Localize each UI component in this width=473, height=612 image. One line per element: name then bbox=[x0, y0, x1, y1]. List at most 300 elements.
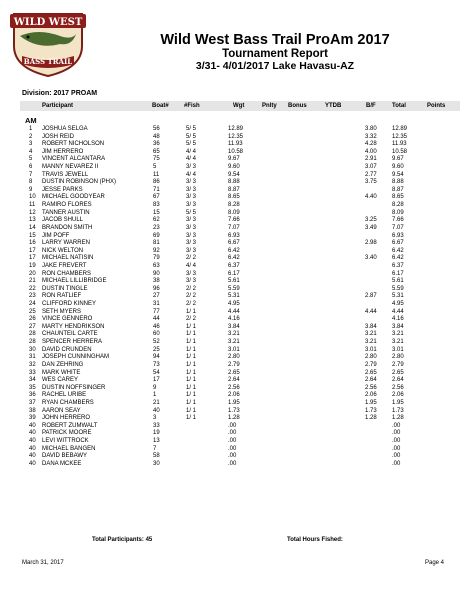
big-fish-cell: 2.06 bbox=[365, 392, 377, 399]
rank-cell: 14 bbox=[29, 224, 36, 231]
boat-cell: 33 bbox=[153, 422, 160, 429]
table-row bbox=[20, 423, 460, 431]
fish-cell: 3/ 3 bbox=[186, 278, 197, 285]
rank-cell: 27 bbox=[29, 323, 36, 330]
boat-cell: 40 bbox=[153, 407, 160, 414]
fish-cell: 2/ 2 bbox=[186, 285, 197, 292]
table-row bbox=[20, 430, 460, 438]
total-cell: 4.16 bbox=[392, 316, 404, 323]
weight-cell: 3.21 bbox=[228, 339, 240, 346]
table-row bbox=[20, 194, 460, 202]
table-row bbox=[20, 134, 460, 142]
col-bf: B/F bbox=[366, 103, 376, 109]
weight-cell: 9.67 bbox=[228, 156, 240, 163]
total-cell: 1.95 bbox=[392, 399, 404, 406]
rank-cell: 35 bbox=[29, 384, 36, 391]
weight-cell: 10.58 bbox=[228, 148, 244, 155]
boat-cell: 27 bbox=[153, 293, 160, 300]
table-row bbox=[20, 362, 460, 370]
rank-cell: 38 bbox=[29, 407, 36, 414]
footer-date: March 31, 2017 bbox=[22, 560, 64, 566]
rank-cell: 28 bbox=[29, 331, 36, 338]
participant-cell: MARK WHITE bbox=[42, 369, 81, 376]
participant-cell: DUSTIN ROBINSON (PHX) bbox=[42, 179, 117, 186]
fish-cell: 4/ 4 bbox=[186, 148, 197, 155]
weight-cell: 3.84 bbox=[228, 323, 240, 330]
report-daterange: 3/31- 4/01/2017 Lake Havasu-AZ bbox=[195, 60, 355, 72]
results-table bbox=[20, 126, 460, 468]
rank-cell: 1 bbox=[29, 126, 33, 132]
total-cell: 6.42 bbox=[392, 247, 404, 254]
boat-cell: 25 bbox=[153, 346, 160, 353]
col-total: Total bbox=[392, 103, 406, 109]
weight-cell: 4.44 bbox=[228, 308, 240, 315]
total-cell: 1.73 bbox=[392, 407, 404, 414]
table-row bbox=[20, 400, 460, 408]
rank-cell: 12 bbox=[29, 209, 36, 216]
participant-cell: VINCE GENNERO bbox=[42, 316, 93, 323]
total-hours-fished: Total Hours Fished: bbox=[287, 537, 343, 543]
table-row bbox=[20, 202, 460, 210]
boat-cell: 38 bbox=[153, 278, 160, 285]
col-bonus: Bonus bbox=[288, 103, 307, 109]
rank-cell: 40 bbox=[29, 430, 36, 437]
fish-cell: 1/ 1 bbox=[186, 346, 197, 353]
big-fish-cell: 3.21 bbox=[365, 339, 377, 346]
big-fish-cell: 2.77 bbox=[365, 171, 377, 178]
boat-cell: 11 bbox=[153, 171, 160, 178]
weight-cell: 8.88 bbox=[228, 179, 240, 186]
table-row bbox=[20, 179, 460, 187]
rank-cell: 37 bbox=[29, 399, 36, 406]
fish-cell: 5/ 5 bbox=[186, 141, 197, 148]
weight-cell: 9.60 bbox=[228, 164, 240, 171]
fish-cell: 3/ 3 bbox=[186, 179, 197, 186]
fish-cell: 3/ 3 bbox=[186, 194, 197, 201]
boat-cell: 69 bbox=[153, 232, 160, 239]
total-cell: 2.06 bbox=[392, 392, 404, 399]
rank-cell: 13 bbox=[29, 217, 36, 224]
weight-cell: 6.17 bbox=[228, 270, 240, 277]
table-row bbox=[20, 286, 460, 294]
table-row bbox=[20, 347, 460, 355]
rank-cell: 15 bbox=[29, 232, 36, 239]
total-cell: 4.44 bbox=[392, 308, 404, 315]
total-cell: 8.87 bbox=[392, 186, 404, 193]
weight-cell: 2.56 bbox=[228, 384, 240, 391]
fish-cell: 1/ 1 bbox=[186, 415, 197, 422]
fish-cell: 1/ 1 bbox=[186, 369, 197, 376]
table-row bbox=[20, 187, 460, 195]
total-cell: 6.42 bbox=[392, 255, 404, 262]
big-fish-cell: 3.07 bbox=[365, 164, 377, 171]
table-row bbox=[20, 225, 460, 233]
big-fish-cell: 4.28 bbox=[365, 141, 377, 148]
weight-cell: 5.31 bbox=[228, 293, 240, 300]
weight-cell: 6.42 bbox=[228, 255, 240, 262]
total-cell: 6.67 bbox=[392, 240, 404, 247]
table-row bbox=[20, 172, 460, 180]
total-cell: .00 bbox=[392, 430, 401, 437]
rank-cell: 11 bbox=[29, 202, 36, 209]
weight-cell: 8.87 bbox=[228, 186, 240, 193]
table-row bbox=[20, 339, 460, 347]
total-cell: 1.28 bbox=[392, 415, 404, 422]
boat-cell: 63 bbox=[153, 262, 160, 269]
participant-cell: LEVI WITTROCK bbox=[42, 437, 89, 444]
participant-cell: ROBERT ZUMWALT bbox=[42, 422, 98, 429]
rank-cell: 36 bbox=[29, 392, 36, 399]
big-fish-cell: 1.95 bbox=[365, 399, 377, 406]
boat-cell: 5 bbox=[153, 164, 157, 171]
weight-cell: 7.66 bbox=[228, 217, 240, 224]
big-fish-cell: 3.80 bbox=[365, 126, 377, 132]
big-fish-cell: 2.64 bbox=[365, 377, 377, 384]
participant-cell: JAKE FREVERT bbox=[42, 262, 87, 269]
rank-cell: 26 bbox=[29, 316, 36, 323]
big-fish-cell: 2.98 bbox=[365, 240, 377, 247]
table-row bbox=[20, 248, 460, 256]
participant-cell: PATRICK MOORE bbox=[42, 430, 92, 437]
fish-cell: 2/ 2 bbox=[186, 255, 197, 262]
weight-cell: 4.95 bbox=[228, 301, 240, 308]
total-cell: 12.89 bbox=[392, 126, 408, 132]
boat-cell: 36 bbox=[153, 141, 160, 148]
rank-cell: 34 bbox=[29, 377, 36, 384]
weight-cell: .00 bbox=[228, 437, 237, 444]
col-ytdb: YTDB bbox=[325, 103, 342, 109]
weight-cell: 6.93 bbox=[228, 232, 240, 239]
col-pnlty: Pnlty bbox=[262, 103, 277, 109]
page-number: Page 4 bbox=[425, 560, 445, 566]
fish-cell: 3/ 3 bbox=[186, 202, 197, 209]
weight-cell: 3.21 bbox=[228, 331, 240, 338]
table-row bbox=[20, 370, 460, 378]
participant-cell: JACOB SHULL bbox=[42, 217, 84, 224]
rank-cell: 24 bbox=[29, 301, 36, 308]
rank-cell: 39 bbox=[29, 415, 36, 422]
participant-cell: RAMIRO FLORES bbox=[42, 202, 92, 209]
fish-cell: 1/ 1 bbox=[186, 399, 197, 406]
total-cell: 6.17 bbox=[392, 270, 404, 277]
boat-cell: 90 bbox=[153, 270, 160, 277]
participant-cell: SETH MYERS bbox=[42, 308, 82, 315]
col-points: Points bbox=[427, 103, 446, 109]
boat-cell: 60 bbox=[153, 331, 160, 338]
weight-cell: .00 bbox=[228, 445, 237, 452]
rank-cell: 40 bbox=[29, 422, 36, 429]
participant-cell: JOSEPH CUNNINGHAM bbox=[42, 354, 110, 361]
participant-cell: MICHAEL NATISIN bbox=[42, 255, 94, 262]
big-fish-cell: 3.01 bbox=[365, 346, 377, 353]
total-cell: 4.95 bbox=[392, 301, 404, 308]
total-cell: .00 bbox=[392, 460, 401, 467]
weight-cell: 2.79 bbox=[228, 361, 240, 368]
table-row bbox=[20, 240, 460, 248]
group-label: AM bbox=[25, 116, 37, 125]
boat-cell: 21 bbox=[153, 399, 160, 406]
boat-cell: 92 bbox=[153, 247, 160, 254]
boat-cell: 3 bbox=[153, 415, 157, 422]
participant-cell: MICHAEL GOODYEAR bbox=[42, 194, 105, 201]
participant-cell: TANNER AUSTIN bbox=[42, 209, 90, 216]
rank-cell: 8 bbox=[29, 179, 33, 186]
fish-cell: 2/ 2 bbox=[186, 293, 197, 300]
boat-cell: 79 bbox=[153, 255, 160, 262]
boat-cell: 71 bbox=[153, 186, 160, 193]
weight-cell: 2.64 bbox=[228, 377, 240, 384]
participant-cell: ROBERT NICHOLSON bbox=[42, 141, 105, 148]
division-label: Division: 2017 PROAM bbox=[22, 90, 98, 97]
table-row bbox=[20, 377, 460, 385]
boat-cell: 62 bbox=[153, 217, 160, 224]
table-row bbox=[20, 217, 460, 225]
participant-cell: JOSH REID bbox=[42, 133, 75, 140]
weight-cell: 6.67 bbox=[228, 240, 240, 247]
fish-cell: 1/ 1 bbox=[186, 361, 197, 368]
boat-cell: 30 bbox=[153, 460, 160, 467]
weight-cell: 3.01 bbox=[228, 346, 240, 353]
rank-cell: 21 bbox=[29, 278, 36, 285]
boat-cell: 73 bbox=[153, 361, 160, 368]
participant-cell: RON RATLIEF bbox=[42, 293, 82, 300]
weight-cell: 5.61 bbox=[228, 278, 240, 285]
boat-cell: 67 bbox=[153, 194, 160, 201]
weight-cell: 1.95 bbox=[228, 399, 240, 406]
fish-cell: 1/ 1 bbox=[186, 331, 197, 338]
fish-cell: 1/ 1 bbox=[186, 354, 197, 361]
weight-cell: 7.07 bbox=[228, 224, 240, 231]
rank-cell: 40 bbox=[29, 460, 36, 467]
total-cell: 8.65 bbox=[392, 194, 404, 201]
weight-cell: 8.28 bbox=[228, 202, 240, 209]
fish-cell: 5/ 5 bbox=[186, 133, 197, 140]
big-fish-cell: 2.87 bbox=[365, 293, 377, 300]
report-title: Wild West Bass Trail ProAm 2017 bbox=[160, 32, 390, 48]
table-row bbox=[20, 149, 460, 157]
total-cell: 2.64 bbox=[392, 377, 404, 384]
participant-cell: DAN ZEHRING bbox=[42, 361, 84, 368]
fish-cell: 3/ 3 bbox=[186, 247, 197, 254]
big-fish-cell: 2.65 bbox=[365, 369, 377, 376]
rank-cell: 23 bbox=[29, 293, 36, 300]
weight-cell: .00 bbox=[228, 460, 237, 467]
weight-cell: 5.59 bbox=[228, 285, 240, 292]
fish-cell: 1/ 1 bbox=[186, 407, 197, 414]
rank-cell: 28 bbox=[29, 339, 36, 346]
big-fish-cell: 3.75 bbox=[365, 179, 377, 186]
total-cell: .00 bbox=[392, 445, 401, 452]
rank-cell: 32 bbox=[29, 361, 36, 368]
table-row bbox=[20, 164, 460, 172]
boat-cell: 94 bbox=[153, 354, 160, 361]
table-row bbox=[20, 461, 460, 469]
weight-cell: 2.80 bbox=[228, 354, 240, 361]
weight-cell: 1.28 bbox=[228, 415, 240, 422]
total-cell: .00 bbox=[392, 453, 401, 460]
table-row bbox=[20, 385, 460, 393]
rank-cell: 31 bbox=[29, 354, 36, 361]
rank-cell: 6 bbox=[29, 164, 33, 171]
fish-cell: 1/ 1 bbox=[186, 392, 197, 399]
fish-cell: 3/ 3 bbox=[186, 186, 197, 193]
col-boat: Boat# bbox=[152, 103, 169, 109]
table-row bbox=[20, 316, 460, 324]
total-cell: 3.21 bbox=[392, 339, 404, 346]
total-cell: 8.88 bbox=[392, 179, 404, 186]
total-cell: .00 bbox=[392, 422, 401, 429]
table-row bbox=[20, 438, 460, 446]
total-cell: 12.35 bbox=[392, 133, 408, 140]
total-cell: 5.61 bbox=[392, 278, 404, 285]
report-subtitle: Tournament Report bbox=[222, 48, 328, 60]
participant-cell: JIM POFF bbox=[42, 232, 70, 239]
fish-cell: 1/ 1 bbox=[186, 384, 197, 391]
big-fish-cell: 1.28 bbox=[365, 415, 377, 422]
boat-cell: 7 bbox=[153, 445, 157, 452]
weight-cell: 8.65 bbox=[228, 194, 240, 201]
total-cell: 2.65 bbox=[392, 369, 404, 376]
participant-cell: MARTY HENDRIKSON bbox=[42, 323, 105, 330]
fish-cell: 1/ 1 bbox=[186, 339, 197, 346]
total-cell: 3.01 bbox=[392, 346, 404, 353]
rank-cell: 10 bbox=[29, 194, 36, 201]
total-cell: 3.21 bbox=[392, 331, 404, 338]
fish-cell: 4/ 4 bbox=[186, 156, 197, 163]
participant-cell: JOHN HERRERO bbox=[42, 415, 91, 422]
participant-cell: NICK WELTON bbox=[42, 247, 84, 254]
boat-cell: 96 bbox=[153, 285, 160, 292]
rank-cell: 2 bbox=[29, 133, 33, 140]
boat-cell: 86 bbox=[153, 179, 160, 186]
total-cell: 9.60 bbox=[392, 164, 404, 171]
weight-cell: 12.89 bbox=[228, 126, 244, 132]
rank-cell: 40 bbox=[29, 453, 36, 460]
fish-cell: 4/ 4 bbox=[186, 262, 197, 269]
total-cell: 8.09 bbox=[392, 209, 404, 216]
fish-cell: 1/ 1 bbox=[186, 377, 197, 384]
participant-cell: TRAVIS JEWELL bbox=[42, 171, 89, 178]
boat-cell: 52 bbox=[153, 339, 160, 346]
rank-cell: 25 bbox=[29, 308, 36, 315]
fish-cell: 3/ 3 bbox=[186, 240, 197, 247]
big-fish-cell: 3.21 bbox=[365, 331, 377, 338]
boat-cell: 65 bbox=[153, 148, 160, 155]
table-row bbox=[20, 446, 460, 454]
table-row bbox=[20, 126, 460, 134]
rank-cell: 30 bbox=[29, 346, 36, 353]
total-cell: 2.79 bbox=[392, 361, 404, 368]
table-row bbox=[20, 141, 460, 149]
boat-cell: 15 bbox=[153, 209, 160, 216]
weight-cell: .00 bbox=[228, 422, 237, 429]
total-cell: 8.28 bbox=[392, 202, 404, 209]
logo-text-top: WILD WEST bbox=[13, 17, 83, 28]
boat-cell: 54 bbox=[153, 369, 160, 376]
weight-cell: 2.06 bbox=[228, 392, 240, 399]
boat-cell: 77 bbox=[153, 308, 160, 315]
weight-cell: 6.37 bbox=[228, 262, 240, 269]
participant-cell: RYAN CHAMBERS bbox=[42, 399, 94, 406]
big-fish-cell: 4.00 bbox=[365, 148, 377, 155]
table-row bbox=[20, 415, 460, 423]
boat-cell: 13 bbox=[153, 437, 160, 444]
fish-cell: 2/ 2 bbox=[186, 301, 197, 308]
boat-cell: 75 bbox=[153, 156, 160, 163]
boat-cell: 48 bbox=[153, 133, 160, 140]
big-fish-cell: 4.44 bbox=[365, 308, 377, 315]
fish-cell: 4/ 4 bbox=[186, 171, 197, 178]
weight-cell: 9.54 bbox=[228, 171, 240, 178]
rank-cell: 7 bbox=[29, 171, 33, 178]
logo-text-bottom: BASS TRAIL bbox=[23, 57, 73, 66]
big-fish-cell: 3.25 bbox=[365, 217, 377, 224]
rank-cell: 3 bbox=[29, 141, 33, 148]
big-fish-cell: 1.73 bbox=[365, 407, 377, 414]
rank-cell: 5 bbox=[29, 156, 33, 163]
big-fish-cell: 3.40 bbox=[365, 255, 377, 262]
boat-cell: 9 bbox=[153, 384, 157, 391]
fish-cell: 3/ 3 bbox=[186, 232, 197, 239]
total-cell: 2.56 bbox=[392, 384, 404, 391]
table-row bbox=[20, 293, 460, 301]
participant-cell: SPENCER HERRERA bbox=[42, 339, 103, 346]
rank-cell: 4 bbox=[29, 148, 33, 155]
participant-cell: JIM HERRERO bbox=[42, 148, 84, 155]
participant-cell: MICHAEL BANGEN bbox=[42, 445, 96, 452]
boat-cell: 1 bbox=[153, 392, 157, 399]
col-fish: #Fish bbox=[184, 103, 200, 109]
table-row bbox=[20, 453, 460, 461]
participant-cell: MANNY NEVAREZ II bbox=[42, 164, 99, 171]
total-participants: Total Participants: 45 bbox=[92, 537, 153, 543]
total-cell: 7.66 bbox=[392, 217, 404, 224]
weight-cell: .00 bbox=[228, 430, 237, 437]
fish-cell: 5/ 5 bbox=[186, 126, 197, 132]
participant-cell: BRANDON SMITH bbox=[42, 224, 93, 231]
table-row bbox=[20, 354, 460, 362]
fish-cell: 3/ 3 bbox=[186, 164, 197, 171]
table-row bbox=[20, 331, 460, 339]
big-fish-cell: 2.80 bbox=[365, 354, 377, 361]
total-cell: 9.67 bbox=[392, 156, 404, 163]
boat-cell: 19 bbox=[153, 430, 160, 437]
weight-cell: 11.93 bbox=[228, 141, 243, 148]
big-fish-cell: 2.79 bbox=[365, 361, 377, 368]
participant-cell: VINCENT ALCANTARA bbox=[42, 156, 106, 163]
boat-cell: 44 bbox=[153, 316, 160, 323]
participant-cell: WES CAREY bbox=[42, 377, 79, 384]
participant-cell: DANA MCKEE bbox=[42, 460, 82, 467]
table-row bbox=[20, 309, 460, 317]
table-row bbox=[20, 278, 460, 286]
total-cell: 11.93 bbox=[392, 141, 407, 148]
fish-cell: 2/ 2 bbox=[186, 316, 197, 323]
fish-cell: 1/ 1 bbox=[186, 323, 197, 330]
fish-cell: 5/ 5 bbox=[186, 209, 197, 216]
big-fish-cell: 4.40 bbox=[365, 194, 377, 201]
boat-cell: 17 bbox=[153, 377, 160, 384]
table-row bbox=[20, 271, 460, 279]
total-cell: 5.31 bbox=[392, 293, 404, 300]
fish-cell: 3/ 3 bbox=[186, 217, 197, 224]
rank-cell: 16 bbox=[29, 240, 36, 247]
participant-cell: CHAUNTEIL CARTE bbox=[42, 331, 98, 338]
participant-cell: DAVID BEBAWY bbox=[42, 453, 88, 460]
participant-cell: CLIFFORD KINNEY bbox=[42, 301, 97, 308]
total-cell: .00 bbox=[392, 437, 401, 444]
total-cell: 9.54 bbox=[392, 171, 404, 178]
